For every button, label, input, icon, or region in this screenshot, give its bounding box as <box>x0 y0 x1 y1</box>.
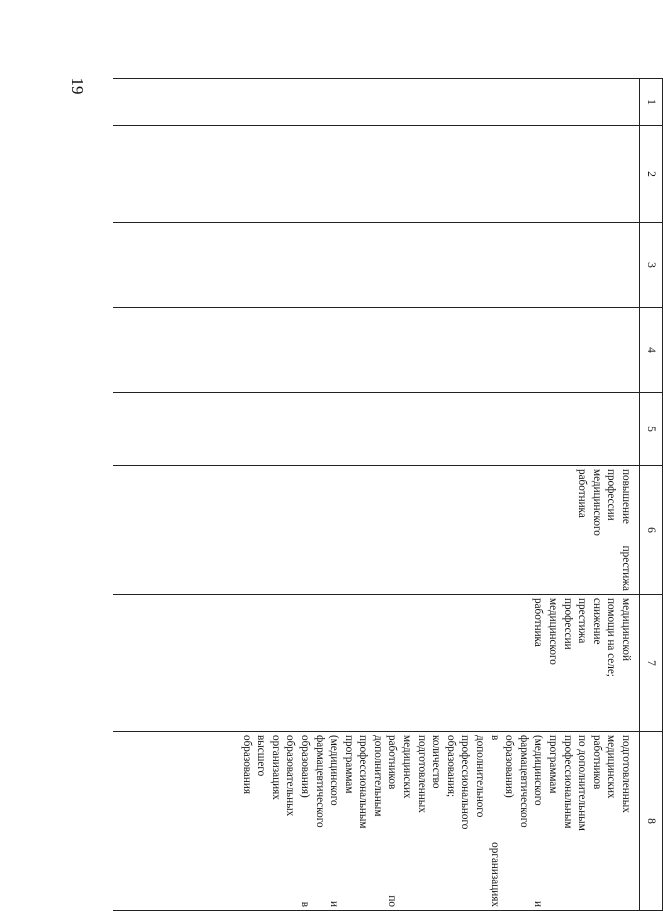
page-number: 19 <box>68 77 87 95</box>
cell-8-line: профессиональным <box>561 735 574 829</box>
cell-8-text: работников <box>386 735 399 790</box>
cell-8-line: дополнительным <box>371 735 384 817</box>
cell-6-line: медицинского <box>590 469 603 536</box>
cell-8-line: фармацевтического <box>313 735 326 828</box>
cell-8-line: программам <box>342 735 355 794</box>
cell-8-line: образования; <box>444 735 457 798</box>
cell-8-line: медицинских <box>605 735 618 799</box>
cell-8-line: количество <box>430 735 443 789</box>
cell-8-line <box>385 735 400 907</box>
cell-7-line: помощи на селе; <box>605 598 618 677</box>
cell-8-line: подготовленных <box>415 735 428 813</box>
cell-7-line: престижа <box>576 598 589 644</box>
cell-8-line: профессиональным <box>357 735 370 829</box>
cell-8-line: подготовленных <box>620 735 632 813</box>
cell-8-line: организациях <box>269 735 282 800</box>
header-cell-5: 5 <box>640 393 663 466</box>
header-cell-7: 7 <box>640 595 663 732</box>
cell-8-line: образования) <box>503 735 516 798</box>
cell-3 <box>113 223 640 308</box>
cell-8-text: в <box>488 735 501 741</box>
cell-8-text: по <box>386 895 399 907</box>
table-row <box>113 79 640 911</box>
cell-1 <box>113 79 640 126</box>
cell-8-text: в <box>298 901 311 907</box>
cell-8-line: дополнительного <box>474 735 487 818</box>
cell-2 <box>113 126 640 223</box>
cell-8-text: (медицинского <box>532 735 545 806</box>
cell-7-line: работника <box>532 598 545 647</box>
cell-7 <box>113 595 640 732</box>
cell-6-line: профессии <box>605 469 618 521</box>
cell-8-line <box>297 735 312 907</box>
cell-8-line <box>531 735 546 907</box>
cell-8-line: работников <box>590 735 603 790</box>
cell-8-text: и <box>532 901 545 907</box>
cell-8 <box>113 732 640 911</box>
cell-6-line-1 <box>618 469 633 591</box>
cell-8-line: медицинских <box>401 735 414 799</box>
cell-7-line: профессии <box>561 598 574 650</box>
cell-7-line: медицинской <box>620 598 632 661</box>
cell-8-text: образования) <box>298 735 311 798</box>
cell-8-line: образовательных <box>284 735 297 817</box>
header-cell-3: 3 <box>640 223 663 308</box>
cell-8-line: программам <box>547 735 560 794</box>
cell-8-line: образования <box>240 735 253 795</box>
cell-8-line: высшего <box>255 735 268 777</box>
header-row <box>640 79 663 911</box>
header-cell-1: 1 <box>640 79 663 126</box>
cell-8-line: профессионального <box>459 735 472 830</box>
cell-8-line <box>327 735 342 907</box>
cell-8-text: организациях <box>488 842 501 907</box>
cell-8-line: фармацевтического <box>517 735 530 828</box>
cell-7-line: медицинского <box>547 598 560 665</box>
cell-6 <box>113 466 640 595</box>
cell-7-line: снижение <box>590 598 603 645</box>
cell-8-text: (медицинского <box>328 735 341 806</box>
cell-4 <box>113 308 640 393</box>
cell-6-line: работника <box>576 469 589 518</box>
cell-6-text: престижа <box>620 545 632 591</box>
cell-6-text: повышение <box>620 469 632 524</box>
cell-8-line: по дополнительным <box>576 735 589 831</box>
cell-8-line <box>487 735 502 907</box>
rotated-table <box>113 78 663 907</box>
header-cell-6: 6 <box>640 466 663 595</box>
header-cell-8: 8 <box>640 732 663 911</box>
header-cell-2: 2 <box>640 126 663 223</box>
program-table <box>113 78 663 911</box>
cell-8-text: и <box>328 901 341 907</box>
cell-5 <box>113 393 640 466</box>
header-cell-4: 4 <box>640 308 663 393</box>
